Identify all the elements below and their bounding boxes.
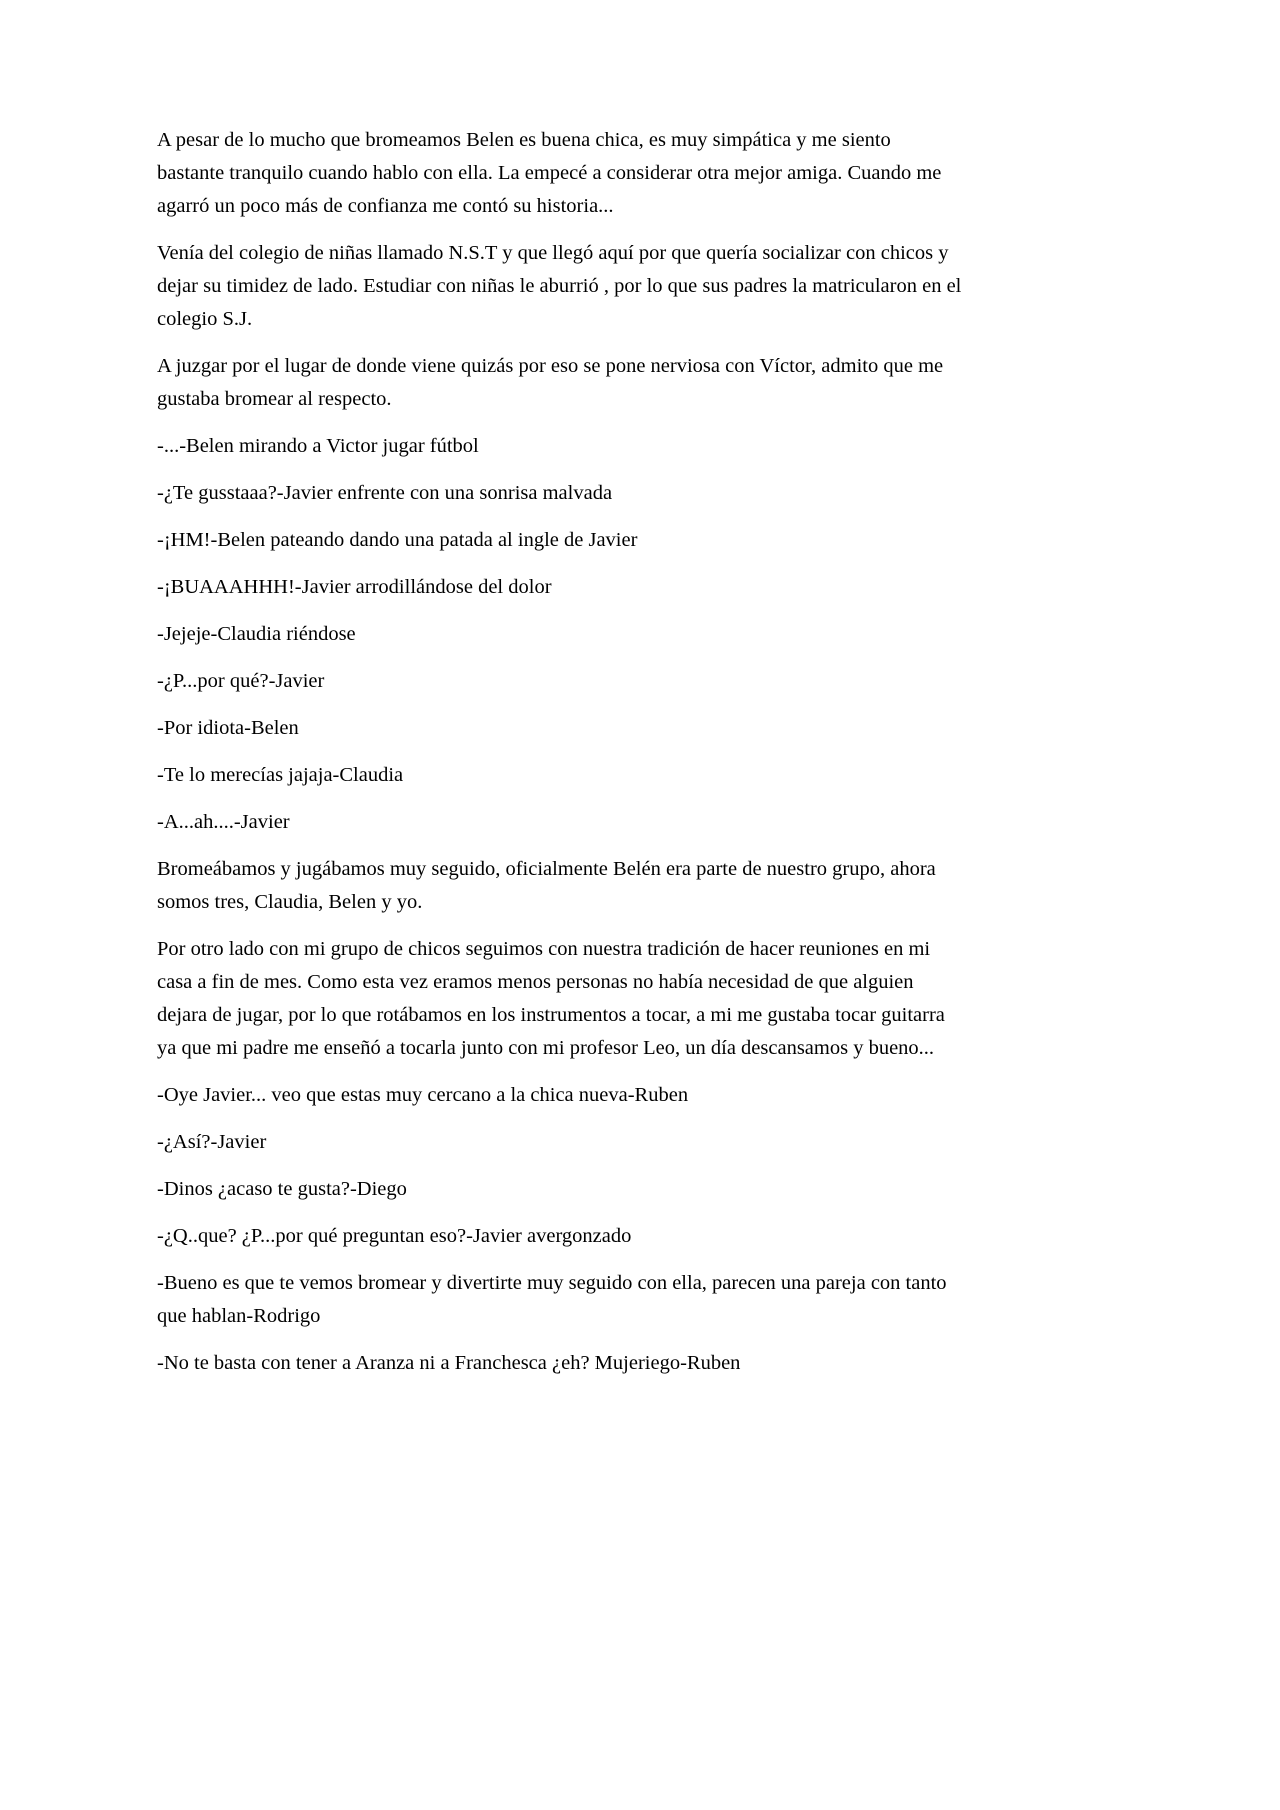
- paragraph: Venía del colegio de niñas llamado N.S.T y que llegó aquí por que quería socializar con chicos y dejar su timidez de lado. Estudiar con niñas le aburrió , por lo que sus padres la matricularon en el colegio S.J.: [157, 242, 962, 330]
- paragraph: -Te lo merecías jajaja-Claudia: [157, 764, 404, 786]
- paragraph: -No te basta con tener a Aranza ni a Franchesca ¿eh? Mujeriego-Ruben: [157, 1352, 741, 1374]
- paragraph: -A...ah....-Javier: [157, 811, 290, 833]
- paragraph: Bromeábamos y jugábamos muy seguido, oficialmente Belén era parte de nuestro grupo, ahora somos tres, Claudia, Belen y yo.: [157, 858, 936, 913]
- paragraph: Por otro lado con mi grupo de chicos seguimos con nuestra tradición de hacer reuniones en mi casa a fin de mes. Como esta vez eramos menos personas no había necesidad de que alguien dejara de jugar, por lo que rotábamos en los instrumentos a tocar, a mi me gustaba tocar guitarra ya que mi padre me enseñó a tocarla junto con mi profesor Leo, un día descansamos y bueno...: [157, 938, 945, 1059]
- paragraph: -¡HM!-Belen pateando dando una patada al ingle de Javier: [157, 529, 638, 551]
- paragraph: -Por idiota-Belen: [157, 717, 299, 739]
- paragraph: -¿Te gusstaaa?-Javier enfrente con una sonrisa malvada: [157, 482, 613, 504]
- paragraph: -Oye Javier... veo que estas muy cercano a la chica nueva-Ruben: [157, 1084, 689, 1106]
- paragraph: -¿Q..que? ¿P...por qué preguntan eso?-Javier avergonzado: [157, 1225, 632, 1247]
- paragraph: A juzgar por el lugar de donde viene quizás por eso se pone nerviosa con Víctor, admito que me gustaba bromear al respecto.: [157, 355, 944, 410]
- paragraph: -Bueno es que te vemos bromear y divertirte muy seguido con ella, parecen una pareja con tanto que hablan-Rodrigo: [157, 1272, 947, 1327]
- paragraph: -Jejeje-Claudia riéndose: [157, 623, 356, 645]
- paragraph: -¡BUAAAHHH!-Javier arrodillándose del dolor: [157, 576, 552, 598]
- paragraph: -¿Así?-Javier: [157, 1131, 267, 1153]
- paragraph: -Dinos ¿acaso te gusta?-Diego: [157, 1178, 407, 1200]
- paragraph: -...-Belen mirando a Victor jugar fútbol: [157, 435, 479, 457]
- document-text-body: [157, 124, 963, 1394]
- paragraph: A pesar de lo mucho que bromeamos Belen es buena chica, es muy simpática y me siento bastante tranquilo cuando hablo con ella. La empecé a considerar otra mejor amiga. Cuando me agarró un poco más de confianza me contó su historia...: [157, 129, 942, 217]
- paragraph: -¿P...por qué?-Javier: [157, 670, 325, 692]
